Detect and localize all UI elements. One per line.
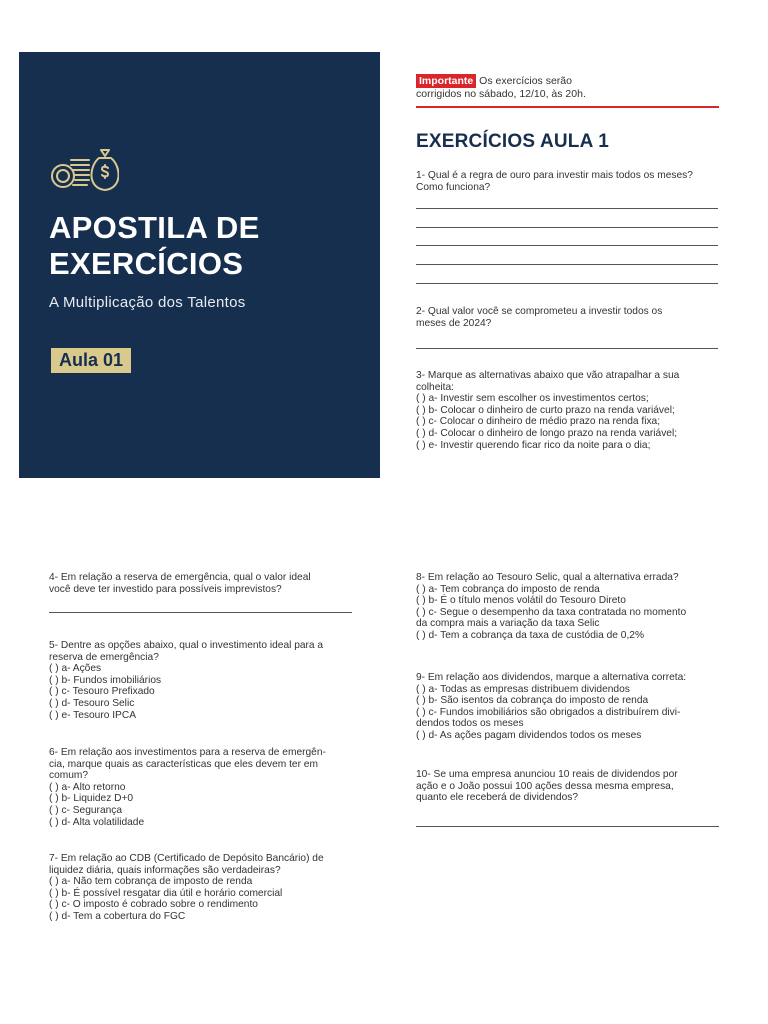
- option-b[interactable]: ( ) b- Colocar o dinheiro de curto prazo na renda variável;: [416, 404, 675, 416]
- option-d[interactable]: ( ) d- Colocar o dinheiro de longo prazo na renda variável;: [416, 427, 678, 439]
- page-heading: EXERCÍCIOS AULA 1: [416, 131, 610, 152]
- option-d[interactable]: ( ) d- Tem a cobrança da taxa de custódia de 0,2%: [416, 629, 645, 641]
- option-c[interactable]: ( ) c- O imposto é cobrado sobre o rendimento: [49, 899, 258, 911]
- option-d[interactable]: ( ) d- Tem a cobertura do FGC: [49, 910, 186, 922]
- option-a[interactable]: ( ) a- Alto retorno: [49, 781, 126, 793]
- notice-text-1: Os exercícios serão: [476, 75, 572, 87]
- question-text: cia, marque quais as características que eles devem ter em: [49, 758, 318, 770]
- answer-line[interactable]: [416, 208, 718, 209]
- question-text: 3- Marque as alternativas abaixo que vão atrapalhar a sua: [416, 370, 680, 381]
- option-b[interactable]: ( ) b- É possível resgatar dia útil e horário comercial: [49, 887, 283, 899]
- option-d[interactable]: ( ) d- As ações pagam dividendos todos os meses: [416, 729, 642, 741]
- question-10: [416, 769, 678, 804]
- question-2: [416, 306, 662, 329]
- question-text: Como funciona?: [416, 181, 491, 193]
- answer-line[interactable]: [416, 245, 718, 246]
- notice-text-2: corrigidos no sábado, 12/10, às 20h.: [416, 88, 586, 100]
- question-text: ação e o João possui 100 ações dessa mesma empresa,: [416, 780, 674, 792]
- question-text: 7- Em relação ao CDB (Certificado de Depósito Bancário) de: [49, 853, 324, 864]
- answer-line[interactable]: [416, 826, 719, 827]
- question-text: 10- Se uma empresa anunciou 10 reais de dividendos por: [416, 769, 678, 780]
- option-d[interactable]: ( ) d- Tesouro Selic: [49, 697, 135, 709]
- question-text: 2- Qual valor você se comprometeu a investir todos os: [416, 306, 663, 317]
- question-6: [49, 747, 326, 828]
- option-d[interactable]: ( ) d- Alta volatilidade: [49, 816, 145, 828]
- question-text: reserva de emergência?: [49, 651, 159, 663]
- option-b[interactable]: ( ) b- Liquidez D+0: [49, 793, 134, 805]
- cover-title-line-1: APOSTILA DE: [49, 210, 260, 245]
- question-text: comum?: [49, 770, 89, 782]
- question-text: 6- Em relação aos investimentos para a reserva de emergên-: [49, 747, 326, 758]
- option-a[interactable]: ( ) a- Todas as empresas distribuem dividendos: [416, 683, 630, 695]
- cover-panel: [19, 52, 380, 478]
- option-c[interactable]: ( ) c- Segue o desempenho da taxa contratada no momento: [416, 606, 687, 618]
- option-b[interactable]: ( ) b- Fundos imobiliários: [49, 674, 162, 686]
- option-c[interactable]: ( ) c- Tesouro Prefixado: [49, 686, 155, 698]
- cover-title: [49, 210, 369, 282]
- answer-line[interactable]: [416, 283, 718, 284]
- answer-line[interactable]: [416, 227, 718, 228]
- answer-line[interactable]: [49, 612, 352, 613]
- question-4: [49, 572, 311, 595]
- option-c[interactable]: ( ) c- Segurança: [49, 804, 123, 816]
- question-text: 5- Dentre as opções abaixo, qual o investimento ideal para a: [49, 640, 324, 651]
- question-text: quanto ele receberá de dividendos?: [416, 792, 578, 804]
- option-c[interactable]: ( ) c- Fundos imobiliários são obrigados a distribuírem divi-: [416, 706, 681, 718]
- question-text: 8- Em relação ao Tesouro Selic, qual a alternativa errada?: [416, 572, 679, 583]
- question-7: [49, 853, 324, 923]
- option-a[interactable]: ( ) a- Investir sem escolher os investimentos certos;: [416, 393, 649, 405]
- question-text: meses de 2024?: [416, 317, 492, 329]
- question-1: [416, 170, 693, 193]
- option-c-continued: dendos todos os meses: [416, 718, 524, 730]
- option-a[interactable]: ( ) a- Tem cobrança do imposto de renda: [416, 583, 600, 595]
- question-9: [416, 672, 686, 742]
- option-c-continued: da compra mais a variação da taxa Selic: [416, 618, 600, 630]
- answer-line[interactable]: [416, 348, 718, 349]
- notice-divider: [416, 106, 719, 108]
- option-a[interactable]: ( ) a- Não tem cobrança de imposto de renda: [49, 876, 253, 888]
- option-b[interactable]: ( ) b- São isentos da cobrança do imposto de renda: [416, 695, 649, 707]
- question-3: [416, 370, 679, 451]
- option-e[interactable]: ( ) e- Tesouro IPCA: [49, 709, 137, 721]
- notice-tag: Importante: [416, 74, 476, 88]
- question-text: liquidez diária, quais informações são verdadeiras?: [49, 864, 281, 876]
- option-a[interactable]: ( ) a- Ações: [49, 663, 102, 675]
- notice: [416, 75, 718, 101]
- cover-subtitle: A Multiplicação dos Talentos: [49, 294, 246, 311]
- question-text: 4- Em relação a reserva de emergência, qual o valor ideal: [49, 572, 311, 583]
- question-8: [416, 572, 686, 642]
- question-text: você deve ter investido para possíveis imprevistos?: [49, 583, 282, 595]
- option-c[interactable]: ( ) c- Colocar o dinheiro de médio prazo na renda fixa;: [416, 416, 661, 428]
- option-b[interactable]: ( ) b- É o título menos volátil do Tesouro Direto: [416, 595, 626, 607]
- question-5: [49, 640, 323, 721]
- lesson-badge: Aula 01: [51, 348, 131, 373]
- coins-money-bag-icon: [49, 146, 119, 194]
- question-text: colheita:: [416, 381, 454, 393]
- cover-title-line-2: EXERCÍCIOS: [49, 246, 244, 281]
- question-text: 1- Qual é a regra de ouro para investir mais todos os meses?: [416, 170, 693, 181]
- answer-line[interactable]: [416, 264, 718, 265]
- question-text: 9- Em relação aos dividendos, marque a alternativa correta:: [416, 672, 687, 683]
- option-e[interactable]: ( ) e- Investir querendo ficar rico da noite para o dia;: [416, 439, 651, 451]
